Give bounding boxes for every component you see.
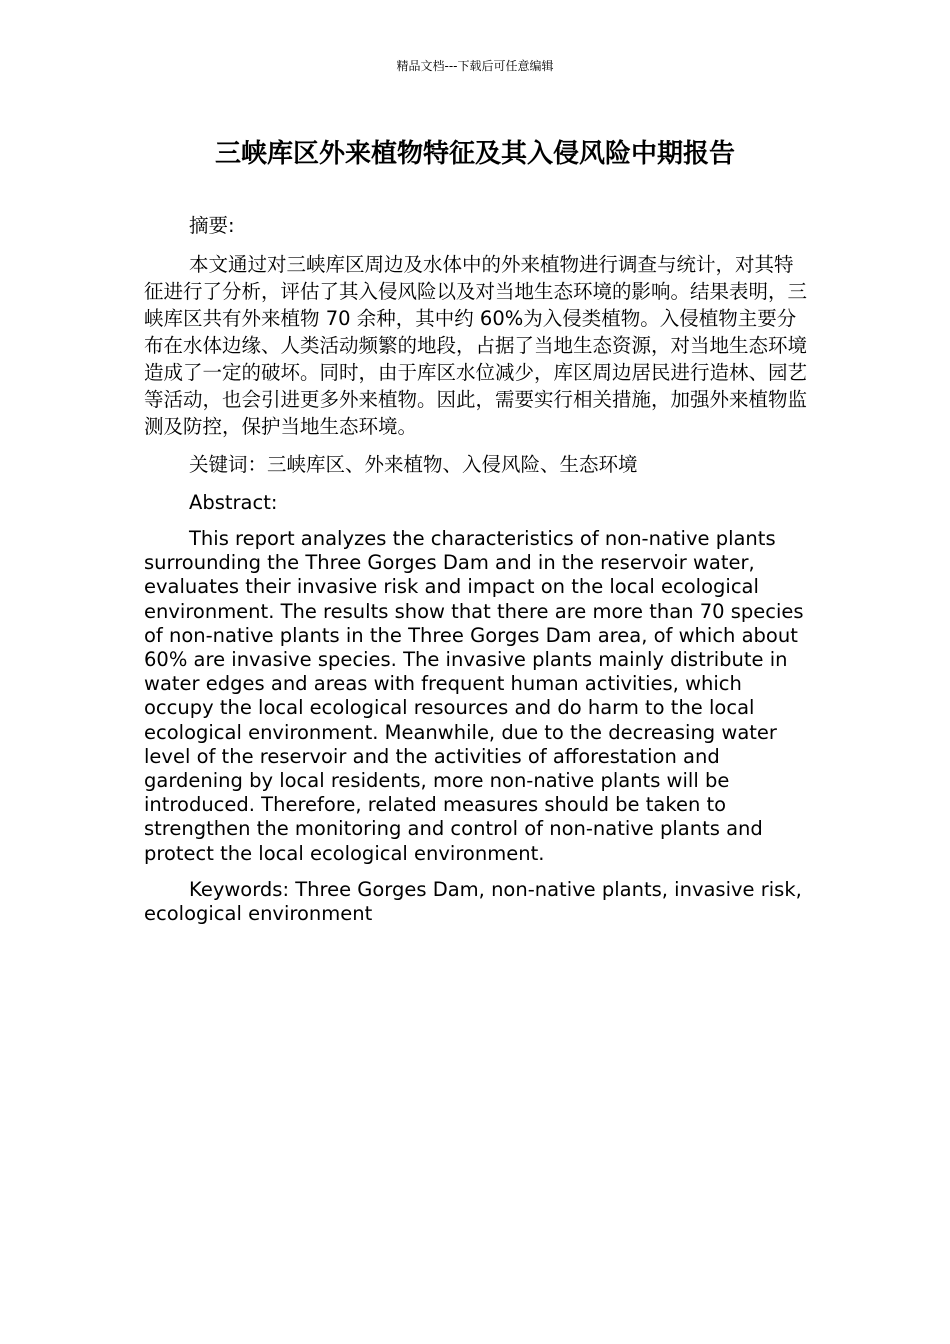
abstract-en-label: Abstract: <box>189 491 278 514</box>
abstract-en-body: This report analyzes the characteristics of non-native plants surrounding the Three Gorges Dam and in the reservoir water, evaluates their invasive risk and impact on the local ecological environment. The results show that there are more than 70 species of non-native plants in the Three Gorges Dam area, of which about 60% are invasive species. The invasive plants mainly distribute in water edges and areas with frequent human activities, which occupy the local ecological resources and do harm to the local ecological environment. Meanwhile, due to the decreasing water level of the reservoir and the activities of afforestation and gardening by local residents, more non-native plants will be introduced. Therefore, related measures should be taken to strengthen the monitoring and control of non-native plants and protect the local ecological environment. <box>144 527 804 865</box>
keywords-en: Keywords: Three Gorges Dam, non-native plants, invasive risk, ecological environment <box>144 877 802 926</box>
document-body <box>144 212 810 926</box>
abstract-cn-label: 摘要: <box>189 214 235 237</box>
document-title: 三峡库区外来植物特征及其入侵风险中期报告 <box>214 139 735 169</box>
abstract-cn-body: 本文通过对三峡库区周边及水体中的外来植物进行调查与统计，对其特征进行了分析，评估了其入侵风险以及对当地生态环境的影响。结果表明，三峡库区共有外来植物 70 余种，其中约 60%为入侵类植物。入侵植物主要分布在水体边缘、人类活动频繁的地段，占据了当地生态资源，对当地生态环境造成了一定的破坏。同时，由于库区水位减少，库区周边居民进行造林、园艺等活动，也会引进更多外来植物。因此，需要实行相关措施，加强外来植物监测及防控，保护当地生态环境。 <box>144 253 808 438</box>
page-header: 精品文档---下载后可任意编辑 <box>396 59 554 73</box>
keywords-cn: 关键词：三峡库区、外来植物、入侵风险、生态环境 <box>189 453 638 476</box>
